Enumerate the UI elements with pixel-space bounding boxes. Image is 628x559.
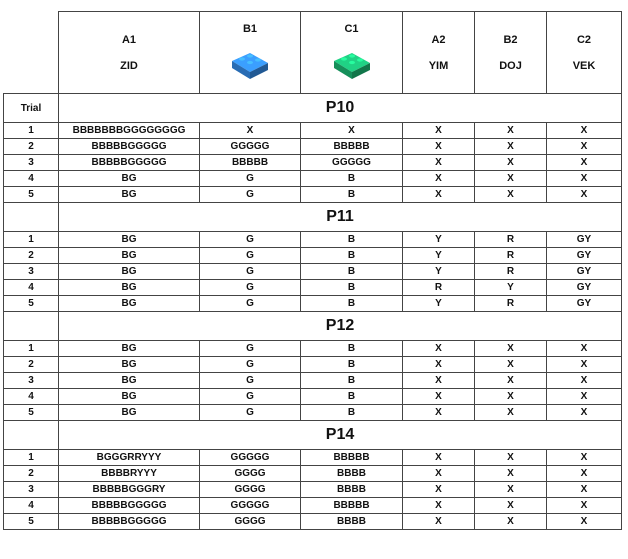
table-cell: BBBBBGGGRY <box>59 482 200 498</box>
table-cell: X <box>403 373 475 389</box>
table-row <box>4 171 622 187</box>
table-cell: R <box>403 280 475 296</box>
trial-number-cell: 3 <box>4 264 59 280</box>
table-cell: X <box>547 341 622 357</box>
table-cell: B <box>301 187 403 203</box>
table-cell: BBBB <box>301 482 403 498</box>
table-row <box>4 187 622 203</box>
column-header <box>59 12 200 94</box>
table-cell: X <box>547 405 622 421</box>
table-cell: GGGGG <box>301 155 403 171</box>
header-row <box>4 12 622 94</box>
table-cell: BBBBB <box>301 498 403 514</box>
table-cell: GGGG <box>200 514 301 530</box>
table-cell: BG <box>59 171 200 187</box>
table-cell: B <box>301 248 403 264</box>
table-cell: GY <box>547 280 622 296</box>
table-cell: GGGGG <box>200 450 301 466</box>
column-header <box>403 12 475 94</box>
table-cell: R <box>475 248 547 264</box>
trial-number-cell: 5 <box>4 514 59 530</box>
table-cell: BBBB <box>301 514 403 530</box>
table-cell: X <box>301 123 403 139</box>
table-cell: GGGG <box>200 466 301 482</box>
table-cell: B <box>301 357 403 373</box>
section-header-row <box>4 312 622 341</box>
table-cell: B <box>301 280 403 296</box>
corner-cell <box>4 12 59 94</box>
section-title: P12 <box>59 312 622 341</box>
column-name: YIM <box>428 59 449 72</box>
section-spacer-cell <box>4 312 59 341</box>
table-cell: X <box>547 482 622 498</box>
table-cell: G <box>200 296 301 312</box>
column-code: C2 <box>576 33 592 46</box>
table-row <box>4 514 622 530</box>
trial-number-cell: 2 <box>4 139 59 155</box>
table-cell: BG <box>59 296 200 312</box>
column-header <box>200 12 301 94</box>
table-cell: X <box>475 389 547 405</box>
table-cell: R <box>475 232 547 248</box>
column-header <box>301 12 403 94</box>
table-cell: X <box>403 341 475 357</box>
table-cell: Y <box>403 296 475 312</box>
column-code: A2 <box>431 33 446 46</box>
table-cell: X <box>547 123 622 139</box>
trial-number-cell: 1 <box>4 450 59 466</box>
table-cell: BBBBBGGGGG <box>59 498 200 514</box>
table-cell: X <box>547 357 622 373</box>
table-cell: X <box>403 171 475 187</box>
table-cell: G <box>200 264 301 280</box>
column-header <box>475 12 547 94</box>
table-cell: X <box>547 514 622 530</box>
table-cell: BG <box>59 248 200 264</box>
section-header-row <box>4 203 622 232</box>
table-cell: G <box>200 373 301 389</box>
table-cell: X <box>547 187 622 203</box>
table-cell: G <box>200 389 301 405</box>
column-header <box>547 12 622 94</box>
table-row <box>4 139 622 155</box>
table-cell: X <box>547 389 622 405</box>
table-cell: X <box>475 341 547 357</box>
table-cell: BBBBRYYY <box>59 466 200 482</box>
table-row <box>4 123 622 139</box>
table-cell: B <box>301 341 403 357</box>
table-cell: BBBBBGGGGG <box>59 155 200 171</box>
section-title: P11 <box>59 203 622 232</box>
table-cell: GY <box>547 248 622 264</box>
table-cell: X <box>547 155 622 171</box>
section-title: P10 <box>59 94 622 123</box>
table-cell: X <box>403 357 475 373</box>
table-cell: Y <box>403 248 475 264</box>
table-cell: X <box>547 498 622 514</box>
table-cell: BBBB <box>301 466 403 482</box>
table-row <box>4 341 622 357</box>
trial-number-cell: 5 <box>4 296 59 312</box>
table-cell: X <box>403 389 475 405</box>
table-cell: X <box>547 450 622 466</box>
table-cell: B <box>301 405 403 421</box>
table-cell: G <box>200 232 301 248</box>
table-cell: X <box>403 405 475 421</box>
table-row <box>4 466 622 482</box>
trial-number-cell: 3 <box>4 482 59 498</box>
table-cell: X <box>475 450 547 466</box>
table-cell: GGGGG <box>200 139 301 155</box>
table-cell: BG <box>59 357 200 373</box>
table-cell: GGGGG <box>200 498 301 514</box>
column-code: A1 <box>121 33 137 46</box>
table-cell: X <box>547 171 622 187</box>
table-cell: X <box>403 155 475 171</box>
column-code: B2 <box>503 33 518 46</box>
table-cell: X <box>547 373 622 389</box>
table-cell: BBBBBBBGGGGGGGG <box>59 123 200 139</box>
table-cell: G <box>200 405 301 421</box>
table-cell: BBBBB <box>200 155 301 171</box>
table-cell: X <box>403 514 475 530</box>
trial-number-cell: 1 <box>4 232 59 248</box>
table-cell: BG <box>59 373 200 389</box>
table-cell: GY <box>547 232 622 248</box>
table-cell: R <box>475 296 547 312</box>
table-row <box>4 248 622 264</box>
table-cell: BBBBBGGGGG <box>59 139 200 155</box>
column-name: DOJ <box>499 59 522 72</box>
column-name: VEK <box>572 59 596 72</box>
table-cell: X <box>547 139 622 155</box>
column-code: B1 <box>242 22 258 35</box>
table-cell: X <box>475 171 547 187</box>
trial-number-cell: 2 <box>4 357 59 373</box>
table-cell: BGGGRRYYY <box>59 450 200 466</box>
table-cell: GY <box>547 296 622 312</box>
table-cell: B <box>301 296 403 312</box>
table-cell: X <box>403 498 475 514</box>
trial-number-cell: 4 <box>4 171 59 187</box>
table-cell: G <box>200 341 301 357</box>
table-cell: G <box>200 187 301 203</box>
table-row <box>4 280 622 296</box>
table-cell: X <box>200 123 301 139</box>
trial-number-cell: 5 <box>4 187 59 203</box>
trial-number-cell: 4 <box>4 498 59 514</box>
table-cell: BG <box>59 341 200 357</box>
trial-number-cell: 1 <box>4 341 59 357</box>
table-row <box>4 264 622 280</box>
trial-number-cell: 2 <box>4 248 59 264</box>
table-cell: Y <box>403 232 475 248</box>
trial-number-cell: 3 <box>4 155 59 171</box>
table-cell: Y <box>403 264 475 280</box>
table-cell: X <box>475 482 547 498</box>
table-cell: X <box>475 155 547 171</box>
table-cell: X <box>403 123 475 139</box>
table-row <box>4 482 622 498</box>
table-cell: B <box>301 373 403 389</box>
column-name: ZID <box>120 59 138 72</box>
table-cell: X <box>403 466 475 482</box>
table-cell: G <box>200 171 301 187</box>
table-cell: G <box>200 357 301 373</box>
table-cell: X <box>475 373 547 389</box>
table-row <box>4 155 622 171</box>
section-spacer-cell <box>4 203 59 232</box>
table-row <box>4 450 622 466</box>
table-cell: BBBBB <box>301 139 403 155</box>
table-cell: X <box>403 450 475 466</box>
section-spacer-cell <box>4 421 59 450</box>
table-cell: BG <box>59 264 200 280</box>
table-row <box>4 357 622 373</box>
table-cell: GGGG <box>200 482 301 498</box>
table-cell: X <box>475 187 547 203</box>
table-row <box>4 498 622 514</box>
table-cell: BG <box>59 405 200 421</box>
table-cell: BBBBB <box>301 450 403 466</box>
table-cell: GY <box>547 264 622 280</box>
trial-number-cell: 1 <box>4 123 59 139</box>
table-cell: X <box>403 139 475 155</box>
trial-header: Trial <box>4 94 59 123</box>
green-brick-icon <box>330 49 374 83</box>
column-code: C1 <box>344 22 359 35</box>
table-row <box>4 405 622 421</box>
trial-number-cell: 5 <box>4 405 59 421</box>
table-cell: BG <box>59 232 200 248</box>
section-header-row <box>4 94 622 123</box>
table-cell: BBBBBGGGGG <box>59 514 200 530</box>
table-cell: X <box>475 123 547 139</box>
table-cell: B <box>301 171 403 187</box>
table-cell: BG <box>59 389 200 405</box>
table-cell: X <box>403 482 475 498</box>
table-cell: B <box>301 389 403 405</box>
table-cell: BG <box>59 187 200 203</box>
table-cell: X <box>475 139 547 155</box>
table-cell: G <box>200 248 301 264</box>
table-cell: X <box>475 466 547 482</box>
section-header-row <box>4 421 622 450</box>
blue-brick-icon <box>228 49 272 83</box>
trial-number-cell: 4 <box>4 280 59 296</box>
section-title: P14 <box>59 421 622 450</box>
table-cell: G <box>200 280 301 296</box>
table-cell: X <box>475 357 547 373</box>
table-cell: X <box>475 498 547 514</box>
table-cell: X <box>547 466 622 482</box>
table-cell: Y <box>475 280 547 296</box>
table-cell: X <box>475 514 547 530</box>
trial-number-cell: 2 <box>4 466 59 482</box>
table-cell: B <box>301 264 403 280</box>
table-row <box>4 296 622 312</box>
trial-number-cell: 3 <box>4 373 59 389</box>
table-cell: R <box>475 264 547 280</box>
table-row <box>4 389 622 405</box>
table-cell: X <box>475 405 547 421</box>
table-row <box>4 232 622 248</box>
results-table <box>3 11 622 530</box>
table-cell: B <box>301 232 403 248</box>
table-row <box>4 373 622 389</box>
table-cell: X <box>403 187 475 203</box>
table-cell: BG <box>59 280 200 296</box>
trial-number-cell: 4 <box>4 389 59 405</box>
